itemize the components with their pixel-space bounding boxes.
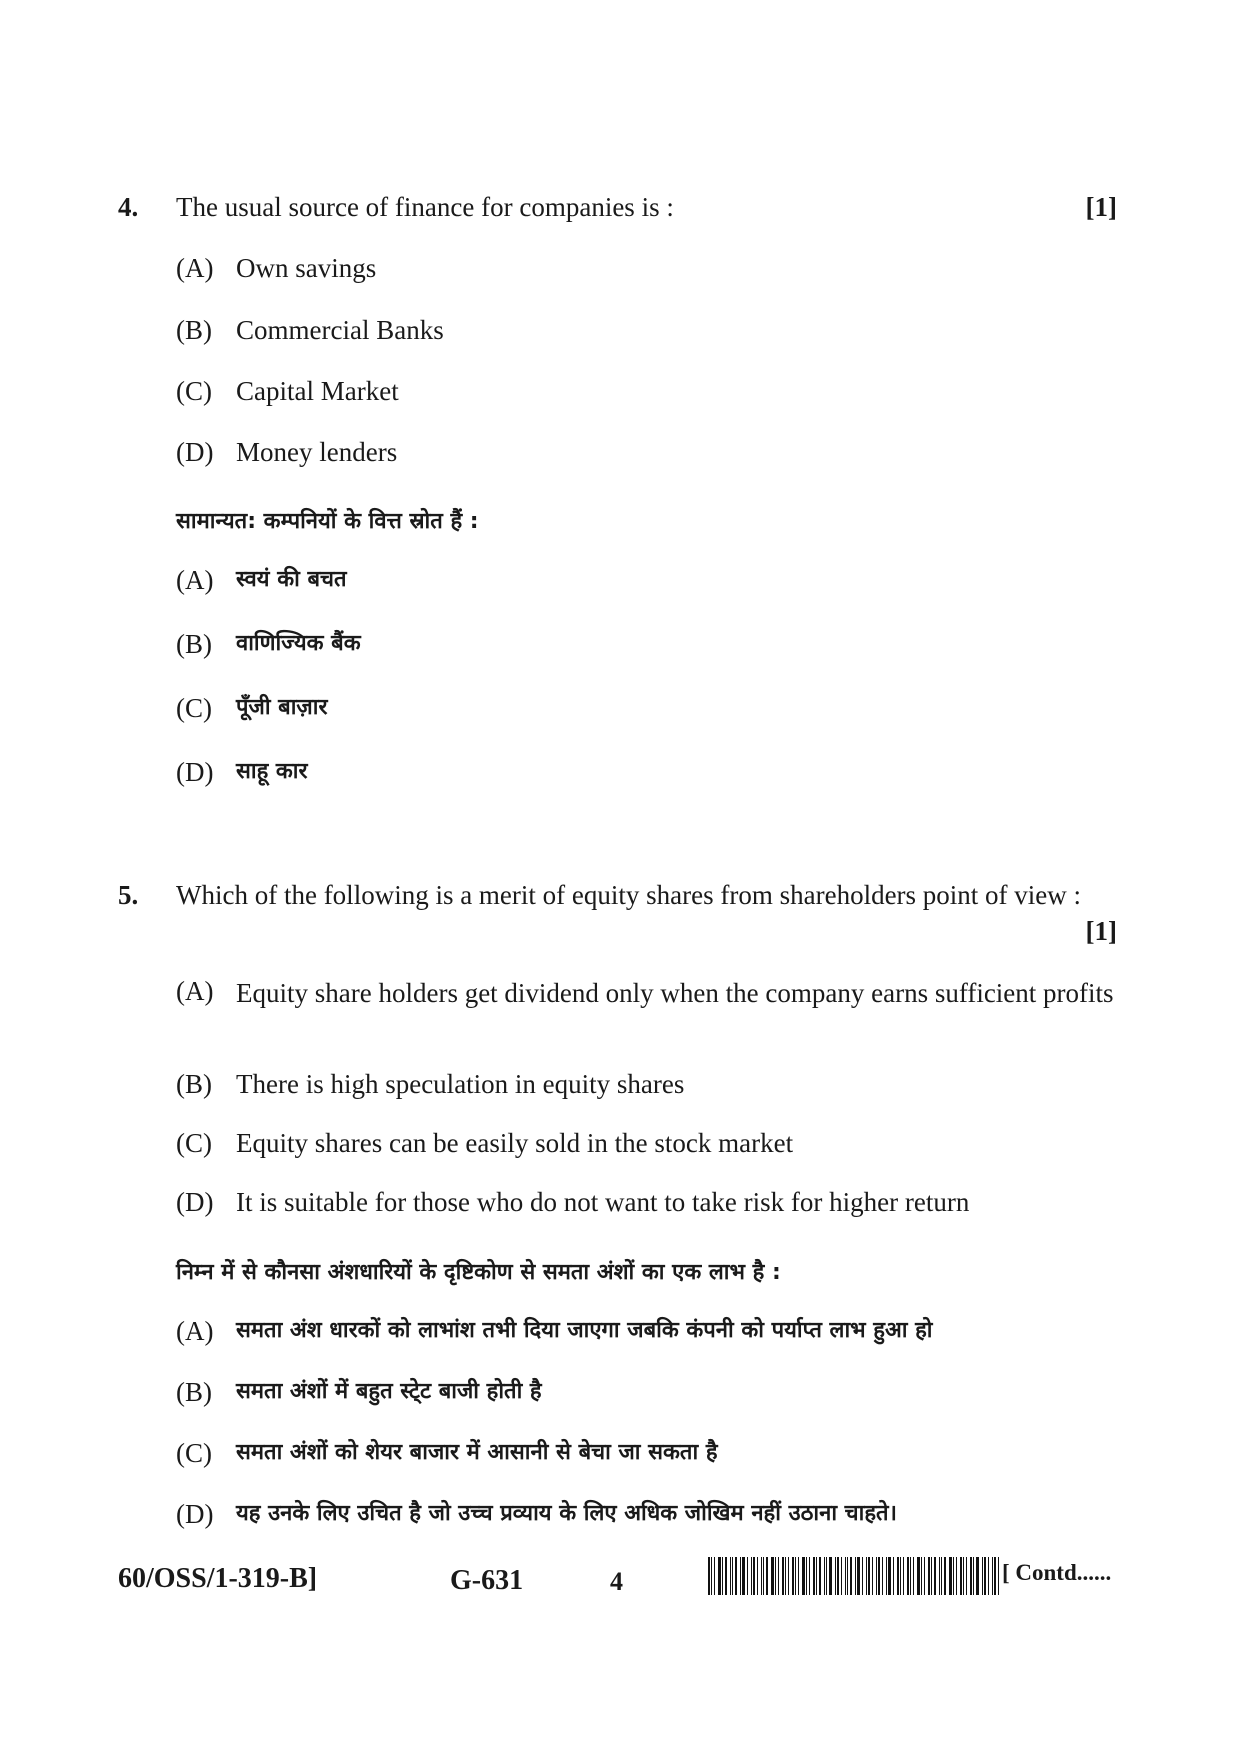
barcode-bar bbox=[992, 1557, 993, 1595]
option-letter: (A) bbox=[176, 976, 214, 1006]
barcode-bar bbox=[740, 1557, 741, 1595]
barcode-bar bbox=[742, 1557, 745, 1595]
option-text: Own savings bbox=[236, 253, 377, 283]
barcode-bar bbox=[857, 1557, 860, 1595]
barcode-bar bbox=[866, 1557, 867, 1595]
option-text: पूँजी बाज़ार bbox=[236, 695, 328, 720]
option-text: Equity shares can be easily sold in the stock market bbox=[236, 1128, 794, 1158]
question-4-marks: [1] bbox=[1085, 192, 1117, 222]
barcode-bar bbox=[788, 1557, 789, 1595]
barcode-bar bbox=[982, 1557, 983, 1595]
option-text: स्वयं की बचत bbox=[236, 567, 347, 592]
barcode-bar bbox=[718, 1557, 721, 1595]
footer-contd: [ Contd...... bbox=[1002, 1560, 1112, 1585]
question-4-text: The usual source of finance for companies is : bbox=[176, 192, 674, 222]
barcode-bar bbox=[747, 1557, 748, 1595]
barcode-bar bbox=[732, 1557, 733, 1595]
barcode-bar bbox=[872, 1557, 873, 1595]
barcode-bar bbox=[868, 1557, 870, 1595]
barcode-bar bbox=[785, 1557, 786, 1595]
option-letter: (D) bbox=[176, 757, 214, 787]
barcode-bar bbox=[973, 1557, 974, 1595]
barcode-bar bbox=[913, 1557, 914, 1595]
barcode-bar bbox=[903, 1557, 904, 1595]
option-text: समता अंशों में बहुत स्टे्ट बाजी होती है bbox=[236, 1379, 542, 1404]
option-letter: (C) bbox=[176, 1128, 212, 1158]
barcode-bar bbox=[862, 1557, 863, 1595]
barcode-bar bbox=[761, 1557, 762, 1595]
q5-option-b bbox=[176, 1069, 1118, 1100]
q5-hindi-option-a bbox=[176, 1316, 1118, 1347]
barcode-bar bbox=[847, 1557, 848, 1595]
option-text: It is suitable for those who do not want to take risk for higher return bbox=[236, 1187, 970, 1217]
barcode-bar bbox=[876, 1557, 877, 1595]
barcode-bar bbox=[966, 1557, 967, 1595]
barcode-bar bbox=[837, 1557, 839, 1595]
barcode-bar bbox=[970, 1557, 972, 1595]
barcode-bar bbox=[813, 1557, 815, 1595]
option-letter: (A) bbox=[176, 1316, 214, 1346]
barcode-bar bbox=[949, 1557, 952, 1595]
barcode-bar bbox=[976, 1557, 979, 1595]
barcode-bar bbox=[963, 1557, 964, 1595]
barcode-bar bbox=[900, 1557, 901, 1595]
barcode-bar bbox=[835, 1557, 836, 1595]
barcode-bar bbox=[893, 1557, 894, 1595]
barcode-bar bbox=[888, 1557, 891, 1595]
q5-hindi-option-c bbox=[176, 1438, 1118, 1469]
barcode-bar bbox=[809, 1557, 810, 1595]
option-text: There is high speculation in equity shares bbox=[236, 1069, 685, 1099]
barcode-bar bbox=[708, 1557, 710, 1595]
option-text: साहू कार bbox=[236, 759, 308, 784]
option-text: Money lenders bbox=[236, 437, 398, 467]
q4-hindi-option-b bbox=[176, 629, 1116, 660]
barcode-bar bbox=[841, 1557, 842, 1595]
barcode-bar bbox=[816, 1557, 817, 1595]
option-letter: (C) bbox=[176, 376, 212, 406]
barcode-bar bbox=[917, 1557, 920, 1595]
barcode-bar bbox=[924, 1557, 925, 1595]
barcode-bar bbox=[910, 1557, 911, 1595]
option-letter: (C) bbox=[176, 693, 212, 723]
option-text: वाणिज्यिक बैंक bbox=[236, 631, 361, 656]
barcode-bar bbox=[960, 1557, 962, 1595]
q5-hindi-option-d bbox=[176, 1499, 1118, 1530]
option-text: Equity share holders get dividend only when the company earns sufficient profits bbox=[236, 978, 1114, 1008]
barcode-bar bbox=[850, 1557, 852, 1595]
barcode bbox=[708, 1557, 1002, 1595]
barcode-bar bbox=[766, 1557, 768, 1595]
barcode-bar bbox=[928, 1557, 930, 1595]
barcode-bar bbox=[711, 1557, 712, 1595]
question-4-hindi-text: सामान्यत: कम्पनियों के वित्त स्रोत हैं : bbox=[176, 509, 479, 534]
q5-option-d bbox=[176, 1187, 1118, 1218]
option-letter: (D) bbox=[176, 1499, 214, 1529]
option-text: यह उनके लिए उचित है जो उच्च प्रव्याय के लिए अधिक जोखिम नहीं उठाना चाहते। bbox=[236, 1501, 897, 1526]
barcode-bar bbox=[802, 1557, 805, 1595]
question-5-hindi-text: निम्न में से कौनसा अंशधारियों के दृष्टिकोण से समता अंशों का एक लाभ है : bbox=[176, 1260, 781, 1285]
barcode-bar bbox=[824, 1557, 825, 1595]
barcode-bar bbox=[956, 1557, 957, 1595]
barcode-bar bbox=[897, 1557, 899, 1595]
barcode-bar bbox=[953, 1557, 954, 1595]
barcode-bar bbox=[988, 1557, 989, 1595]
barcode-bar bbox=[778, 1557, 779, 1595]
barcode-bar bbox=[934, 1557, 936, 1595]
barcode-bar bbox=[994, 1557, 996, 1595]
question-5-marks: [1] bbox=[1085, 916, 1117, 946]
option-letter: (A) bbox=[176, 565, 214, 595]
barcode-bar bbox=[757, 1557, 758, 1595]
barcode-bar bbox=[907, 1557, 909, 1595]
option-text: समता अंशों को शेयर बाजार में आसानी से बेचा जा सकता है bbox=[236, 1440, 718, 1465]
q4-option-c bbox=[176, 376, 1116, 407]
barcode-bar bbox=[714, 1557, 715, 1595]
barcode-bar bbox=[882, 1557, 883, 1595]
barcode-bar bbox=[878, 1557, 880, 1595]
option-letter: (B) bbox=[176, 1069, 212, 1099]
barcode-bar bbox=[829, 1557, 832, 1595]
barcode-bar bbox=[886, 1557, 887, 1595]
barcode-bar bbox=[984, 1557, 986, 1595]
question-4-number: 4. bbox=[118, 192, 139, 222]
barcode-bar bbox=[722, 1557, 723, 1595]
barcode-bar bbox=[998, 1557, 999, 1595]
question-5-number: 5. bbox=[118, 880, 139, 910]
option-letter: (B) bbox=[176, 629, 212, 659]
barcode-bar bbox=[845, 1557, 846, 1595]
barcode-bar bbox=[795, 1557, 796, 1595]
footer-page-number: 4 bbox=[610, 1567, 623, 1596]
q4-option-a bbox=[176, 253, 1116, 284]
barcode-bar bbox=[944, 1557, 946, 1595]
barcode-bar bbox=[753, 1557, 755, 1595]
barcode-bar bbox=[725, 1557, 727, 1595]
barcode-bar bbox=[939, 1557, 940, 1595]
option-letter: (B) bbox=[176, 1377, 212, 1407]
option-text: Commercial Banks bbox=[236, 315, 444, 345]
option-letter: (D) bbox=[176, 1187, 214, 1217]
q4-hindi-option-d bbox=[176, 757, 1116, 788]
barcode-bar bbox=[775, 1557, 776, 1595]
barcode-bar bbox=[826, 1557, 827, 1595]
q4-option-b bbox=[176, 315, 1116, 346]
barcode-bar bbox=[735, 1557, 737, 1595]
barcode-bar bbox=[941, 1557, 942, 1595]
barcode-bar bbox=[798, 1557, 799, 1595]
barcode-bar bbox=[806, 1557, 807, 1595]
q5-option-a bbox=[176, 976, 1118, 1011]
barcode-bar bbox=[931, 1557, 932, 1595]
option-letter: (D) bbox=[176, 437, 214, 467]
option-letter: (A) bbox=[176, 253, 214, 283]
barcode-bar bbox=[763, 1557, 764, 1595]
option-text: समता अंश धारकों को लाभांश तभी दिया जाएगा जबकि कंपनी को पर्याप्त लाभ हुआ हो bbox=[236, 1318, 933, 1343]
option-letter: (B) bbox=[176, 315, 212, 345]
q4-option-d bbox=[176, 437, 1116, 468]
barcode-bar bbox=[730, 1557, 731, 1595]
q4-hindi-option-a bbox=[176, 565, 1116, 596]
option-letter: (C) bbox=[176, 1438, 212, 1468]
footer-subject-code: G-631 bbox=[450, 1565, 524, 1596]
option-text: Capital Market bbox=[236, 376, 399, 406]
barcode-bar bbox=[819, 1557, 821, 1595]
barcode-bar bbox=[921, 1557, 922, 1595]
barcode-bar bbox=[771, 1557, 774, 1595]
footer-paper-code: 60/OSS/1-319-B] bbox=[118, 1563, 318, 1594]
barcode-bar bbox=[792, 1557, 794, 1595]
barcode-bar bbox=[855, 1557, 856, 1595]
question-5-text: Which of the following is a merit of equity shares from shareholders point of view : bbox=[176, 880, 1082, 910]
barcode-bar bbox=[782, 1557, 784, 1595]
q4-hindi-option-c bbox=[176, 693, 1116, 724]
barcode-bar bbox=[751, 1557, 752, 1595]
q5-option-c bbox=[176, 1128, 1118, 1159]
q5-hindi-option-b bbox=[176, 1377, 1118, 1408]
